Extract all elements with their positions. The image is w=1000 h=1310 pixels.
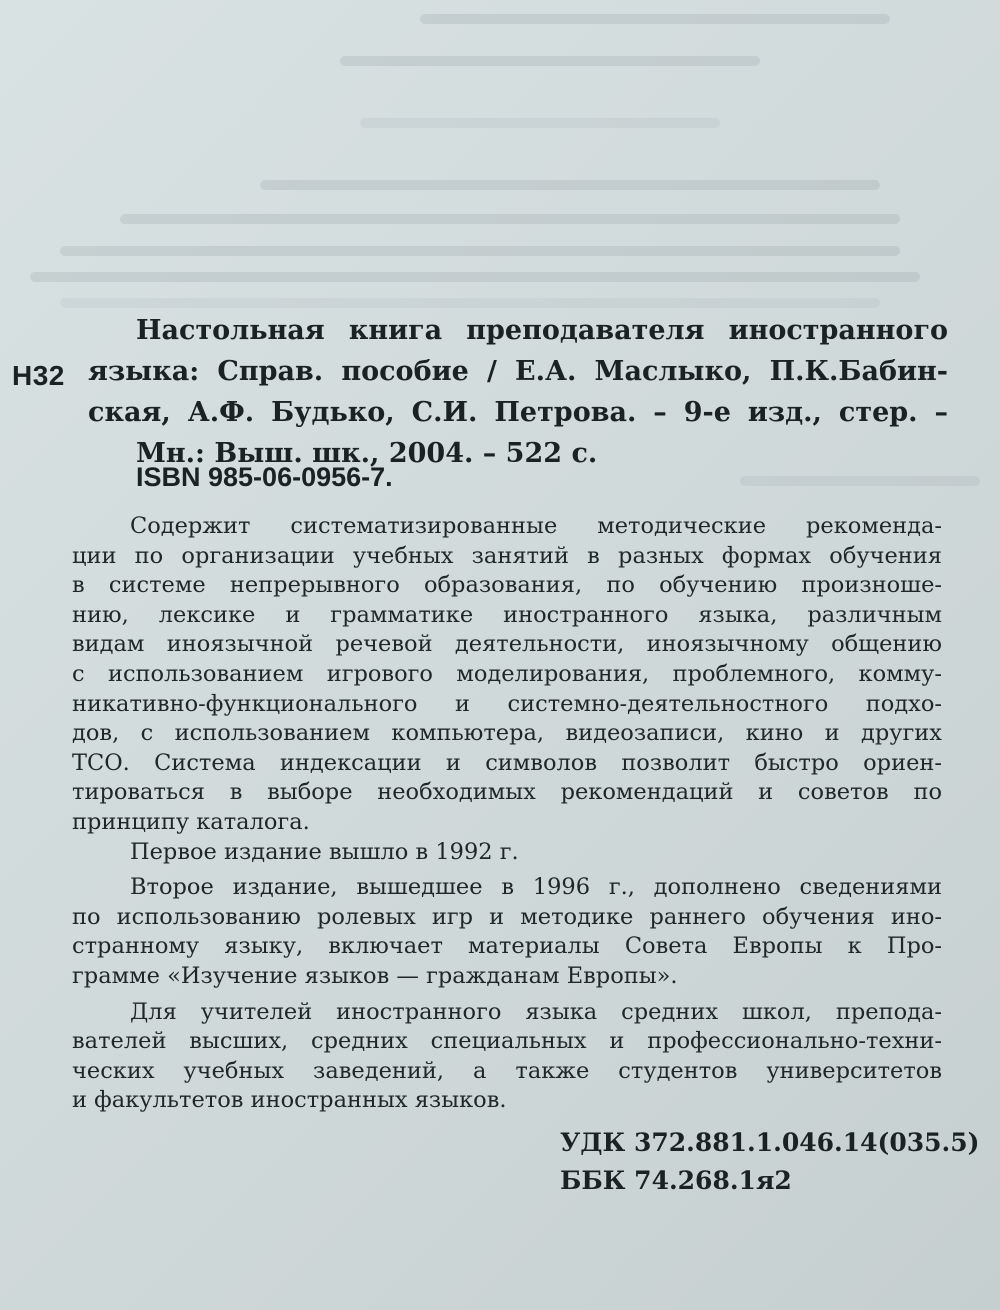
annotation-line: дов, с использованием компьютера, видеозаписи, кино и других — [72, 720, 942, 747]
catalog-code: Н32 — [12, 360, 65, 391]
audience-line: и факультетов иностранных языков. — [72, 1087, 507, 1114]
biblio-line: Настольная книга преподавателя иностранного — [136, 315, 948, 346]
udk-code: УДК 372.881.1.046.14(035.5) — [560, 1128, 980, 1157]
bbk-code: ББК 74.268.1я2 — [560, 1166, 792, 1195]
annotation-line: ции по организации учебных занятий в разных формах обучения — [72, 542, 942, 569]
bibliographic-entry — [88, 310, 948, 474]
classification-codes — [560, 1124, 979, 1200]
second-edition-line: странному языку, включает материалы Совета Европы к Про- — [72, 933, 942, 960]
second-edition-line: Второе издание, вышедшее в 1996 г., дополнено сведениями — [130, 874, 942, 901]
second-edition-line: грамме «Изучение языков — гражданам Европы». — [72, 962, 678, 989]
annotation-line: видам иноязычной речевой деятельности, иноязычному общению — [72, 631, 942, 658]
annotation-line: ТСО. Система индексации и символов позволит быстро ориен- — [72, 749, 942, 776]
annotation-line: тироваться в выборе необходимых рекомендаций и советов по — [72, 779, 942, 806]
isbn: ISBN 985-06-0956-7. — [136, 462, 393, 492]
annotation-line: нию, лексике и грамматике иностранного языка, различным — [72, 601, 942, 628]
audience-line: вателей высших, средних специальных и профессионально-техни- — [72, 1028, 942, 1055]
annotation-line: с использованием игрового моделирования, проблемного, комму- — [72, 660, 942, 687]
audience-line: Для учителей иностранного языка средних школ, препода- — [130, 998, 942, 1025]
annotation-line: Содержит систематизированные методические рекоменда- — [130, 513, 942, 539]
biblio-line: языка: Справ. пособие / Е.А. Маслыко, П.К.Бабин- — [88, 356, 948, 387]
annotation — [72, 512, 942, 1116]
annotation-line: в системе непрерывного образования, по обучению произноше- — [72, 572, 942, 599]
first-edition-note: Первое издание вышло в 1992 г. — [130, 838, 519, 865]
biblio-line: Мн.: Выш. шк., 2004. – 522 с. — [136, 438, 598, 469]
biblio-line: ская, А.Ф. Будько, С.И. Петрова. – 9-е изд., стер. – — [88, 397, 948, 428]
second-edition-line: по использованию ролевых игр и методике раннего обучения ино- — [72, 903, 942, 930]
annotation-line: принципу каталога. — [72, 808, 310, 835]
annotation-line: никативно-функционального и системно-деятельностного подхо- — [72, 690, 942, 717]
audience-line: ческих учебных заведений, а также студентов университетов — [72, 1057, 942, 1084]
